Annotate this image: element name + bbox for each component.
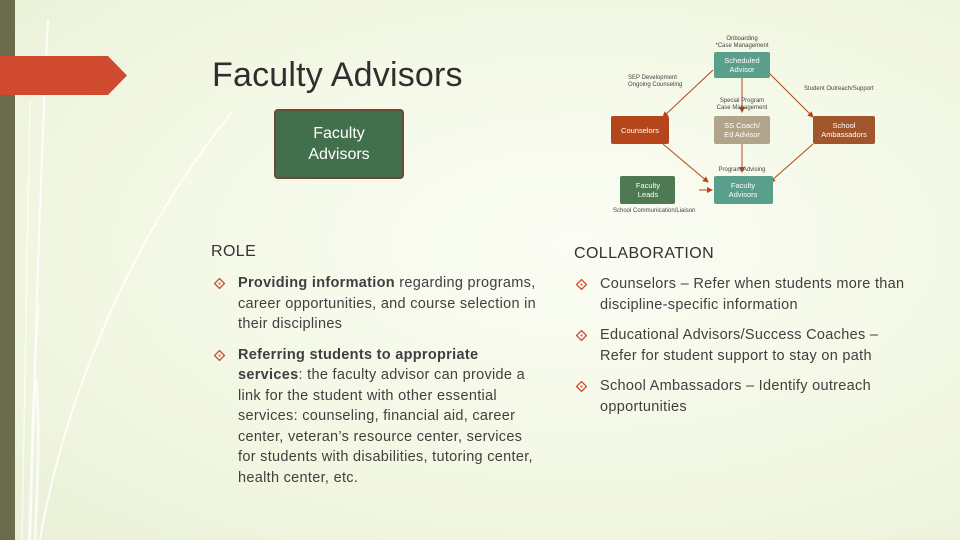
svg-text:Advisor: Advisor <box>729 65 755 74</box>
node-counselors-label: Counselors <box>621 126 659 135</box>
svg-text:Ambassadors: Ambassadors <box>821 130 867 139</box>
collaboration-item-text: Counselors – Refer when students more than discipline-specific information <box>600 276 905 313</box>
svg-text:School: School <box>832 121 856 130</box>
title-arrow-marker <box>0 56 127 95</box>
node-scheduled-advisor <box>714 52 770 78</box>
role-item <box>212 345 542 489</box>
advising-network-diagram <box>608 32 888 214</box>
role-item-bold: Providing information <box>238 275 395 291</box>
svg-text:SEP Development: SEP Development <box>628 75 677 81</box>
collaboration-item <box>574 376 909 417</box>
svg-text:Faculty: Faculty <box>730 181 756 190</box>
slide-title: Faculty Advisors <box>212 56 463 94</box>
diamond-bullet-icon <box>214 350 225 361</box>
svg-text:Case Management: Case Management <box>716 105 768 111</box>
svg-text:Scheduled: Scheduled <box>724 56 760 65</box>
faculty-advisors-box <box>274 109 404 179</box>
svg-text:Leads: Leads <box>637 190 659 199</box>
collaboration-heading: COLLABORATION <box>574 245 715 262</box>
diamond-bullet-icon <box>576 330 587 341</box>
svg-text:*Case Management: *Case Management <box>715 43 769 49</box>
role-item-text: regarding programs, career opportunities, and course selection in their disciplines <box>238 275 537 332</box>
collaboration-list <box>574 274 909 427</box>
role-list <box>212 273 542 498</box>
svg-text:Ongoing Counseling: Ongoing Counseling <box>628 82 683 88</box>
svg-text:Special Program: Special Program <box>719 98 765 104</box>
svg-text:Student Outreach/Support: Student Outreach/Support <box>804 86 874 92</box>
collaboration-item <box>574 274 909 315</box>
node-school-ambassadors <box>813 116 875 144</box>
role-item <box>212 273 542 335</box>
faculty-advisors-box-label: Faculty Advisors <box>308 125 370 163</box>
node-ss-coach <box>714 116 770 144</box>
svg-text:Ed Advisor: Ed Advisor <box>724 130 760 139</box>
role-item-bold: Referring students to appropriate services <box>238 346 479 383</box>
collaboration-item-text: School Ambassadors – Identify outreach opportunities <box>600 378 871 415</box>
diagram-label-school-comm: School Communication/Liaison <box>613 208 696 214</box>
svg-text:Onboarding: Onboarding <box>726 36 758 42</box>
diamond-bullet-icon <box>576 279 587 290</box>
diamond-bullet-icon <box>214 278 225 289</box>
node-faculty-advisors <box>714 176 773 204</box>
svg-text:Advisors: Advisors <box>728 190 758 199</box>
diamond-bullet-icon <box>576 381 587 392</box>
node-counselors <box>611 116 669 144</box>
svg-text:SS Coach/: SS Coach/ <box>724 121 760 130</box>
collaboration-item <box>574 325 909 366</box>
collaboration-item-text: Educational Advisors/Success Coaches – Refer for student support to stay on path <box>600 327 879 364</box>
role-item-text: : the faculty advisor can provide a link for the student with other essential services: counseling, financial aid, career center, veteran’s resource center, services for students with disabilities, tutoring center, health center, etc. <box>238 367 533 486</box>
diagram-label-program-advising: Program Advising <box>718 167 766 173</box>
node-faculty-leads <box>620 176 675 204</box>
role-heading: ROLE <box>211 243 257 260</box>
svg-text:Faculty: Faculty <box>635 181 661 190</box>
